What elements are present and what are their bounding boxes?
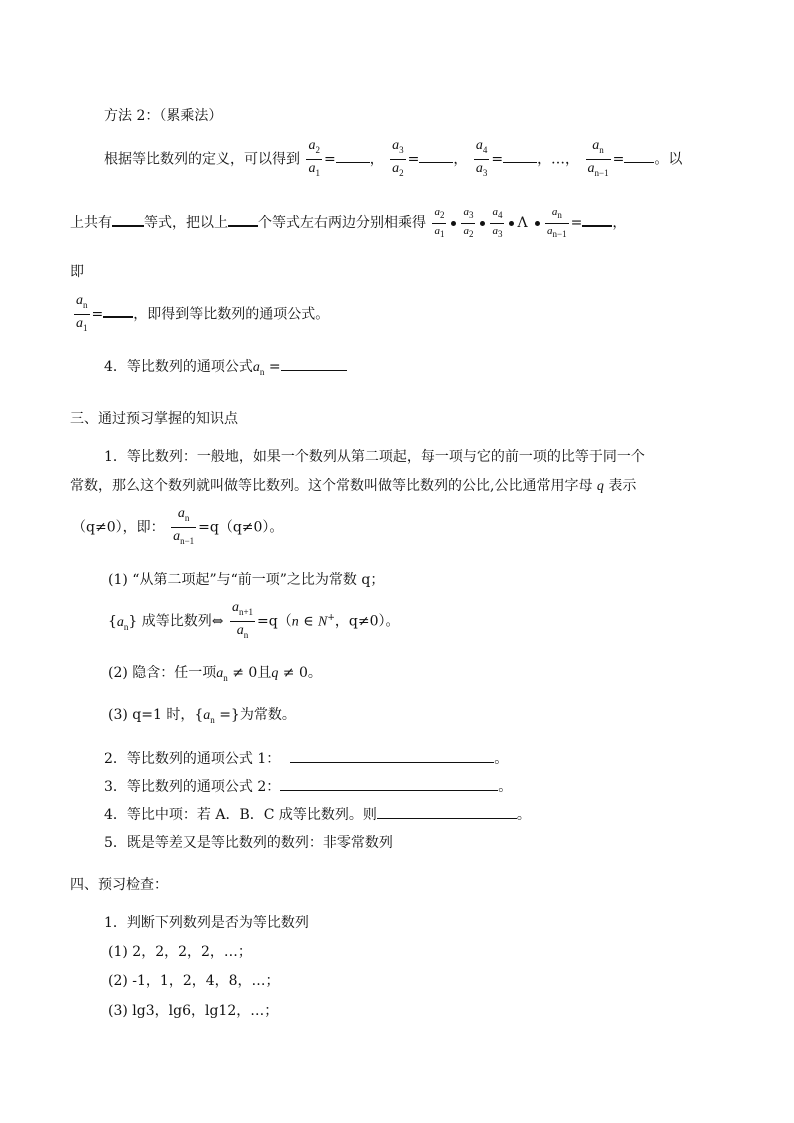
fraction-an-an-1: $\frac{a_n}{a_{n-1}}$ [587,138,609,178]
definition-line2: 常数，那么这个数列就叫做等比数列。这个常数叫做等比数列的公比,公比通常用字母 q 表示 [70,478,637,494]
blank-count-2 [228,211,258,227]
result-line: $\frac{a_n}{a_1}$ = ，即得到等比数列的通项公式。 [72,292,329,337]
check-s3: (3) lg3，lg6，lg12，…； [108,1003,279,1019]
ratio-lead: 根据等比数列的定义，可以得到 [104,151,300,168]
fraction-an-a1: $\frac{a_n}{a_1}$ [76,293,88,333]
fraction-a3-a2: $\frac{a_3}{a_2}$ [392,138,404,178]
dot-icon [451,221,456,226]
note-2: (2) 隐含：任一项$a_n \ne 0$且q ≠ 0。 [108,665,322,683]
dot-icon [509,221,514,226]
item-5: 5．既是等差又是等比数列的数列：非零常数列 [104,835,393,851]
check-s1: (1) 2，2，2，2，…； [108,944,252,960]
product-fraction-1: $\frac{a_2}{a_1}$ [434,206,445,239]
dot-icon [535,221,540,226]
item-4: 4．等比中项：若 A．B．C 成等比数列。则 。 [104,804,531,825]
definition-line1: 1．等比数列：一般地，如果一个数列从第二项起，每一项与它的前一项的比等于同一个 [104,449,645,465]
blank-formula [281,356,347,371]
product-fraction-2: $\frac{a_3}{a_2}$ [463,206,474,239]
check-s2: (2) -1，1，2，4，8，…； [108,973,280,989]
ratio-line: 根据等比数列的定义，可以得到 $\frac{a_2}{a_1}$ = ， $\frac{a_3}{a_2}$ = ， $\frac{a_4}{a_3}$ = ，…， $\frac{a_n}{a_{n-1}}$ = 。以 [104,137,682,182]
blank-item4 [377,804,517,819]
check-q1: 1．判断下列数列是否为等比数列 [104,915,309,931]
blank-count-1 [112,211,144,227]
note-1b: $\{a_n\}$ 成等比数列⇔ $\frac{a_{n+1}}{a_n}$ =q（n ∈ N+，q≠0）。 [108,598,400,646]
item-2: 2．等比数列的通项公式 1： 。 [104,748,508,769]
blank-product [582,211,612,227]
section4-title: 四、预习检查： [70,877,168,893]
item4-formula: 4．等比数列的通项公式$a_n$ = [104,356,347,382]
fraction-ratio: $\frac{a_{n+1}}{a_n}$ [231,600,254,640]
section3-title: 三、通过预习掌握的知识点 [70,411,238,427]
note-1: (1) “从第二项起”与“前一项”之比为常数 q； [108,572,385,588]
blank-item2 [290,748,494,763]
item-3: 3．等比数列的通项公式 2： 。 [104,776,512,797]
blank-item3 [280,776,498,791]
fraction-a2-a1: $\frac{a_2}{a_1}$ [308,138,320,178]
product-line: 上共有 等式，把以上 个等式左右两边分别相乘得 $\frac{a_2}{a_1}$ $\frac{a_3}{a_2}$ $\frac{a_4}{a_3}$ Λ $\frac{a_n}{a_{n-1}}$ = ， [70,206,627,239]
method2-title: 方法 2：（累乘法） [104,108,223,124]
fraction-def: $\frac{a_n}{a_{n-1}}$ [173,506,195,546]
definition-line3: （q≠0），即： $\frac{a_n}{a_{n-1}}$ =q（q≠0）。 [72,505,283,550]
product-fraction-3: $\frac{a_4}{a_3}$ [492,206,503,239]
dot-icon [480,221,485,226]
note-3: (3) q=1 时，{$a_n$ =}为常数。 [108,707,296,725]
ji-text: 即 [70,264,84,280]
fraction-a4-a3: $\frac{a_4}{a_3}$ [475,138,488,178]
product-fraction-n: $\frac{a_n}{a_{n-1}}$ [547,206,567,239]
